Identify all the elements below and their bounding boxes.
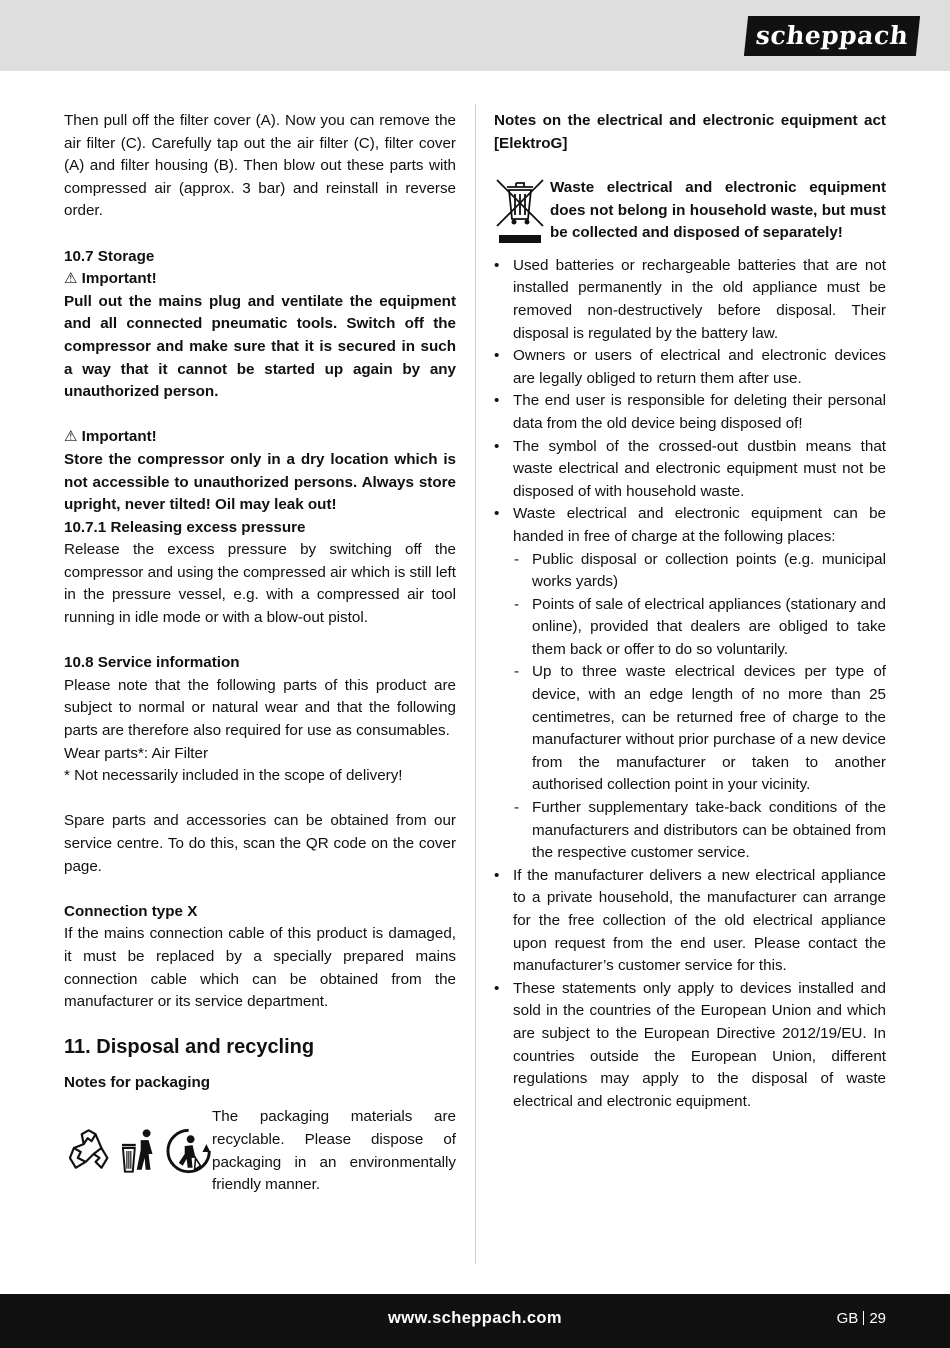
storage-warning: Pull out the mains plug and ventilate the equipment and all connected pneumatic tools. Switch off the compressor and make sure that it is secured in such a way that it cannot be started up again by any unauthorized person. (64, 292, 456, 401)
packaging-text: The packaging materials are recyclable. Please dispose of packaging in an environmentally friendly manner. (212, 1108, 456, 1194)
weee-notice-text: Waste electrical and electronic equipment does not belong in household waste, but must be collected and disposed of separately! (550, 179, 886, 242)
elektrog-heading: Notes on the electrical and electronic equipment act [ElektroG] (494, 112, 886, 152)
weee-notice (494, 177, 886, 255)
list-item-with-sublist: • Waste electrical and electronic equipment can be handed in free of charge at the following places: - Public disposal or collection points (e.g. municipal works yards) - Points of sale of electrical appliances (stationary and online), provided that dealers are obliged to take them back or offer to do so voluntarily. - Up to three waste electrical devices per type of device, with an edge length of no more than 25 centimetres, can be returned free of charge to the manufacturer without prior purchase of a new device from the manufacturer or taken to another authorised collection point in your vicinity. - Further supplementary take-back conditions of the manufacturers and distributors can be obtained from the respective customer service. (494, 503, 886, 865)
header-bar (0, 0, 950, 71)
page-number: 29 (869, 1310, 886, 1327)
spare-parts-text: Spare parts and accessories can be obtained from our service centre. To do this, scan the QR code on the cover page. (64, 812, 456, 875)
disposal-heading: 11. Disposal and recycling (64, 1035, 315, 1058)
pressure-text: Release the excess pressure by switching off the compressor and using the compressed air which is still left in the pressure vessel, e.g. with a compressed air tool running in idle mode or with a blow-out pistol. (64, 541, 456, 627)
packaging-heading: Notes for packaging (64, 1073, 210, 1091)
sub-list-item: - Further supplementary take-back conditions of the manufacturers and distributors can be obtained from the respective customer service. (513, 797, 886, 865)
page-separator (863, 1311, 864, 1325)
list-item: • If the manufacturer delivers a new electrical appliance to a private household, the manufacturer can arrange for the free collection of the old electrical appliance upon request from the end user. Please contact the manufacturer’s customer service for this. (494, 865, 886, 978)
pressure-heading: 10.7.1 Releasing excess pressure (64, 518, 306, 536)
recycle-icon (64, 1126, 113, 1176)
service-text: Please note that the following parts of this product are subject to normal or natural wear and that the following parts are therefore also required for use as consumables. (64, 676, 456, 740)
trash-bin-icon (119, 1126, 158, 1176)
column-divider (475, 104, 476, 1264)
crossed-out-bin-icon (494, 177, 550, 255)
sub-list-item: - Up to three waste electrical devices per type of device, with an edge length of no more than 25 centimetres, can be returned free of charge to the manufacturer without prior purchase of a new device from the manufacturer or taken to another authorised collection point in your vicinity. (513, 661, 886, 797)
sub-list-item: - Public disposal or collection points (e.g. municipal works yards) (513, 549, 886, 594)
important-label: ⚠ Important! (64, 268, 456, 291)
packaging-icons (64, 1106, 212, 1196)
connection-text: If the mains connection cable of this product is damaged, it must be replaced by a specially prepared mains connection cable which can be obtained from the manufacturer or its service department. (64, 925, 456, 1011)
connection-heading: Connection type X (64, 902, 198, 920)
website-link[interactable]: www.scheppach.com (388, 1309, 562, 1327)
list-item: • The symbol of the crossed-out dustbin means that waste electrical and electronic equipment must not be disposed of with household waste. (494, 436, 886, 504)
service-heading: 10.8 Service information (64, 654, 240, 672)
list-item: • These statements only apply to devices installed and sold in the countries of the European Union and which are subject to the European Directive 2012/19/EU. In countries outside the European Union, different regulations may apply to the disposal of waste electrical and electronic equipment. (494, 978, 886, 1114)
left-column (64, 110, 456, 1197)
storage-warning-2: Store the compressor only in a dry location which is not accessible to unauthorized persons. Always store upright, never tilted! Oil may leak out! (64, 450, 456, 514)
list-item: • Owners or users of electrical and electronic devices are legally obliged to return them after use. (494, 345, 886, 390)
storage-heading: 10.7 Storage (64, 247, 155, 265)
list-item: • Used batteries or rechargeable batteries that are not installed permanently in the old appliance must be removed non-destructively before disposal. Their disposal is regulated by the battery law. (494, 255, 886, 345)
sub-list-item: - Points of sale of electrical appliances (stationary and online), provided that dealers are obliged to take them back or offer to do so voluntarily. (513, 594, 886, 662)
language-code: GB (836, 1310, 859, 1327)
warning-icon: ⚠ (64, 428, 78, 446)
tidy-man-icon (165, 1126, 212, 1176)
important-label-2: ⚠ Important! (64, 426, 456, 449)
warning-icon: ⚠ (64, 270, 78, 288)
right-column (494, 110, 886, 1113)
list-item: • The end user is responsible for deleting their personal data from the old device being disposed of! (494, 390, 886, 435)
brand-logo: scheppach (743, 16, 920, 56)
wear-note: * Not necessarily included in the scope of delivery! (64, 767, 403, 785)
disposal-bullet-list (494, 255, 886, 1114)
collection-points-list (513, 549, 886, 865)
page-indicator (837, 1310, 886, 1327)
wear-parts: Wear parts*: Air Filter (64, 744, 209, 762)
filter-paragraph: Then pull off the filter cover (A). Now you can remove the air filter (C). Carefully tap out the air filter (C), filter cover (A) and filter housing (B). Then blow out these parts with compressed air (approx. 3 bar) and reinstall in reverse order. (64, 112, 456, 220)
packaging-notice (64, 1106, 456, 1196)
footer-bar (0, 1294, 950, 1348)
